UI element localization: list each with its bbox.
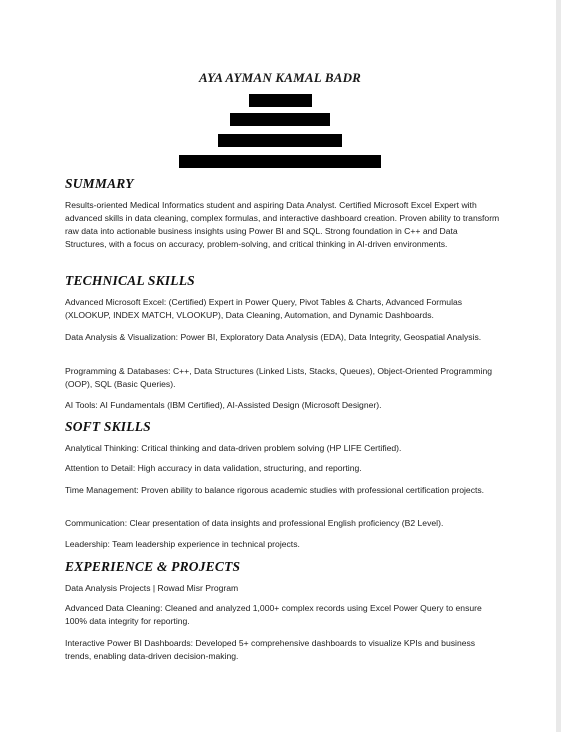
candidate-name: AYA AYMAN KAMAL BADR bbox=[198, 70, 362, 85]
experience-power-bi: Interactive Power BI Dashboards: Developed 5+ comprehensive dashboards to visualize KPIs and business trends, enabling data-driven decision-making. bbox=[65, 638, 476, 661]
soft-skill-time: Time Management: Proven ability to balance rigorous academic studies with professional certification projects. bbox=[65, 485, 485, 495]
viewer-scroll-edge bbox=[556, 0, 561, 732]
redacted-contact-line-4 bbox=[179, 155, 381, 168]
redacted-contact-line-3 bbox=[218, 134, 342, 147]
soft-skill-communication: Communication: Clear presentation of data insights and professional English proficiency (B2 Level). bbox=[65, 518, 444, 528]
skill-ai-tools: AI Tools: AI Fundamentals (IBM Certified), AI-Assisted Design (Microsoft Designer). bbox=[65, 400, 382, 410]
skill-programming: Programming & Databases: C++, Data Structures (Linked Lists, Stacks, Queues), Object-Oriented Programming (OOP), SQL (Basic Queries). bbox=[65, 366, 493, 389]
redacted-contact-line-2 bbox=[230, 113, 330, 126]
soft-skill-leadership: Leadership: Team leadership experience in technical projects. bbox=[65, 539, 300, 549]
experience-data-cleaning: Advanced Data Cleaning: Cleaned and analyzed 1,000+ complex records using Excel Power Query to ensure 100% data integrity for reporting. bbox=[65, 603, 482, 626]
skill-excel: Advanced Microsoft Excel: (Certified) Expert in Power Query, Pivot Tables & Charts, Advanced Formulas (XLOOKUP, INDEX MATCH, VLOOKUP), Data Cleaning, Automation, and Dynamic Dashboards. bbox=[65, 297, 463, 320]
summary-heading: SUMMARY bbox=[65, 176, 134, 191]
redacted-contact-line-1 bbox=[249, 94, 312, 107]
summary-text: Results-oriented Medical Informatics student and aspiring Data Analyst. Certified Microsoft Excel Expert with advanced skills in data cleaning, complex formulas, and interactive dashboard creation. Proven ability to transform raw data into actionable business insights using Power BI and SQL. Strong foundation in C++ and Data Structures, with a focus on accuracy, problem-solving, and critical thinking in AI-driven environments. bbox=[65, 200, 500, 249]
skill-data-analysis: Data Analysis & Visualization: Power BI, Exploratory Data Analysis (EDA), Data Integrity, Geospatial Analysis. bbox=[65, 332, 482, 342]
technical-skills-heading: TECHNICAL SKILLS bbox=[65, 273, 195, 288]
soft-skill-detail: Attention to Detail: High accuracy in data validation, structuring, and reporting. bbox=[65, 463, 362, 473]
soft-skills-heading: SOFT SKILLS bbox=[65, 419, 151, 434]
experience-heading: EXPERIENCE & PROJECTS bbox=[65, 559, 241, 574]
experience-program: Data Analysis Projects | Rowad Misr Program bbox=[65, 583, 239, 593]
soft-skill-analytical: Analytical Thinking: Critical thinking and data-driven problem solving (HP LIFE Certified). bbox=[65, 443, 402, 453]
